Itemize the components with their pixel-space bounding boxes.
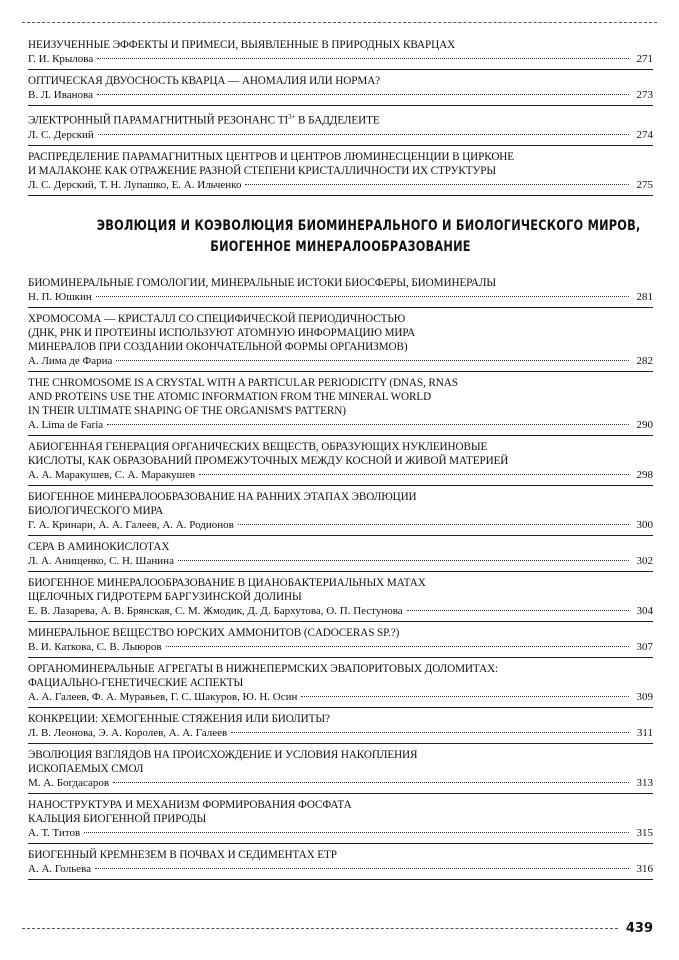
entry-page: 316 (636, 862, 653, 875)
author-line (28, 128, 653, 142)
entry-authors: Г. И. Крылова (28, 53, 94, 65)
toc-entry[interactable] (28, 308, 653, 372)
author-line (28, 690, 653, 704)
author-line (28, 518, 653, 532)
entry-title-tail: В БАДДЕЛЕИТЕ (295, 114, 380, 127)
entry-page: 273 (636, 89, 653, 101)
entry-title-superscript: 3+ (288, 113, 296, 121)
entry-page: 290 (636, 418, 653, 431)
dot-leader (199, 474, 629, 475)
dot-leader (97, 58, 629, 59)
entry-page: 304 (636, 604, 653, 617)
toc-entry[interactable] (28, 34, 653, 70)
page-number: 439 (625, 920, 653, 936)
author-line (28, 178, 653, 192)
entry-page: 281 (636, 290, 653, 303)
dot-leader (166, 646, 629, 647)
author-line (28, 290, 653, 304)
author-line (28, 776, 653, 790)
page-footer (22, 918, 653, 938)
entry-authors: Л. С. Дерский (28, 128, 94, 141)
entry-authors: М. А. Богдасаров (28, 776, 110, 789)
toc-entry[interactable] (28, 536, 653, 572)
toc-entry[interactable] (28, 794, 653, 844)
entry-title: НАНОСТРУКТУРА И МЕХАНИЗМ ФОРМИРОВАНИЯ ФОСФАТА КАЛЬЦИЯ БИОГЕННОЙ ПРИРОДЫ (28, 798, 352, 825)
entry-title: СЕРА В АМИНОКИСЛОТАХ (28, 540, 170, 553)
entry-page: 274 (636, 128, 653, 141)
entry-page: 313 (636, 776, 653, 789)
entry-page: 275 (636, 178, 653, 191)
dot-leader (178, 560, 629, 561)
entry-authors: А. Лима де Фариа (28, 354, 113, 367)
dot-leader (96, 296, 629, 297)
entry-title: РАСПРЕДЕЛЕНИЕ ПАРАМАГНИТНЫХ ЦЕНТРОВ И ЦЕНТРОВ ЛЮМИНЕСЦЕНЦИИ В ЦИРКОНЕ И МАЛАКОНЕ КАК ОТРАЖЕНИЕ РАЗНОЙ СТЕПЕНИ КРИСТАЛЛИЧНОСТИ ИХ СТРУКТУРЫ (28, 150, 515, 177)
entry-page: 282 (636, 354, 653, 367)
author-line (28, 52, 653, 66)
dot-leader (84, 832, 629, 833)
author-line (28, 862, 653, 876)
toc-entry[interactable] (28, 572, 653, 622)
dot-leader (238, 524, 629, 525)
toc-entry[interactable] (28, 146, 653, 196)
toc-entry[interactable] (28, 70, 653, 106)
entry-authors: В. Л. Иванова (28, 89, 93, 101)
toc-entry[interactable] (28, 436, 653, 486)
entry-title: МИНЕРАЛЬНОЕ ВЕЩЕСТВО ЮРСКИХ АММОНИТОВ (CADOCERAS SP.?) (28, 626, 400, 639)
author-line (28, 726, 653, 740)
entry-page: 315 (636, 826, 653, 839)
author-line (28, 640, 653, 654)
entry-authors: A. Lima de Faria (28, 418, 104, 431)
toc-entry[interactable] (28, 708, 653, 744)
section-heading-line: БИОГЕННОЕ МИНЕРАЛООБРАЗОВАНИЕ (210, 238, 471, 255)
entry-page: 300 (636, 518, 653, 531)
entry-title: НЕИЗУЧЕННЫЕ ЭФФЕКТЫ И ПРИМЕСИ, ВЫЯВЛЕННЫЕ В ПРИРОДНЫХ КВАРЦАХ (28, 39, 456, 51)
toc-entry[interactable] (28, 744, 653, 794)
entry-page: 307 (636, 640, 653, 653)
entry-authors: А. Т. Титов (28, 826, 81, 839)
toc-entry[interactable] (28, 622, 653, 658)
footer-rule (22, 928, 618, 929)
entry-title: ОРГАНОМИНЕРАЛЬНЫЕ АГРЕГАТЫ В НИЖНЕПЕРМСКИХ ЭВАПОРИТОВЫХ ДОЛОМИТАХ: ФАЦИАЛЬНО-ГЕНЕТИЧЕСКИЕ АСПЕКТЫ (28, 662, 499, 689)
dot-leader (98, 134, 629, 135)
entry-page: 302 (636, 554, 653, 567)
entry-title: БИОГЕННОЕ МИНЕРАЛООБРАЗОВАНИЕ В ЦИАНОБАКТЕРИАЛЬНЫХ МАТАХ ЩЕЛОЧНЫХ ГИДРОТЕРМ БАРГУЗИНСКОЙ ДОЛИНЫ (28, 576, 426, 603)
dot-leader (97, 94, 629, 95)
entry-authors: В. И. Каткова, С. В. Лыюров (28, 640, 162, 653)
entry-authors: Л. С. Дерский, Т. Н. Лупашко, Е. А. Ильченко (28, 178, 242, 191)
entry-authors: Г. А. Кринари, А. А. Галеев, А. А. Родионов (28, 518, 234, 531)
entry-title: БИОГЕННЫЙ КРЕМНЕЗЕМ В ПОЧВАХ И СЕДИМЕНТАХ ЕТР (28, 848, 337, 861)
dot-leader (231, 732, 629, 733)
author-line (28, 826, 653, 840)
dot-leader (107, 424, 629, 425)
dot-leader (95, 868, 629, 869)
section-heading-line: ЭВОЛЮЦИЯ И КОЭВОЛЮЦИЯ БИОМИНЕРАЛЬНОГО И БИОЛОГИЧЕСКОГО МИРОВ, (96, 217, 641, 234)
entry-title: ЭВОЛЮЦИЯ ВЗГЛЯДОВ НА ПРОИСХОЖДЕНИЕ И УСЛОВИЯ НАКОПЛЕНИЯ ИСКОПАЕМЫХ СМОЛ (28, 748, 418, 775)
dot-leader (407, 610, 629, 611)
entry-page: 298 (636, 468, 653, 481)
entry-title: КОНКРЕЦИИ: ХЕМОГЕННЫЕ СТЯЖЕНИЯ ИЛИ БИОЛИТЫ? (28, 712, 330, 725)
entry-authors: Е. В. Лазарева, А. В. Брянская, С. М. Жмодик, Д. Д. Бархутова, О. П. Пестунова (28, 604, 403, 617)
toc-entry[interactable] (28, 658, 653, 708)
entry-authors: А. А. Маракушев, С. А. Маракушев (28, 468, 196, 481)
author-line (28, 88, 653, 102)
entry-authors: Л. В. Леонова, Э. А. Королев, А. А. Галеев (28, 726, 228, 739)
entry-authors: А. А. Гольева (28, 862, 91, 875)
toc-entry[interactable] (28, 106, 653, 146)
entry-authors: Л. А. Анищенко, С. Н. Шанина (28, 554, 174, 567)
entry-title: ОПТИЧЕСКАЯ ДВУОСНОСТЬ КВАРЦА — АНОМАЛИЯ ИЛИ НОРМА? (28, 75, 381, 87)
dot-leader (301, 696, 629, 697)
entry-title: БИОГЕННОЕ МИНЕРАЛООБРАЗОВАНИЕ НА РАННИХ ЭТАПАХ ЭВОЛЮЦИИ БИОЛОГИЧЕСКОГО МИРА (28, 490, 417, 517)
section-heading (96, 216, 641, 258)
author-line (28, 554, 653, 568)
toc-entry[interactable] (28, 486, 653, 536)
entry-title: THE CHROMOSOME IS A CRYSTAL WITH A PARTICULAR PERIODICITY (DNAS, RNAS AND PROTEINS USE THE ATOMIC INFORMATION FROM THE MINERAL WORLD IN THEIR ULTIMATE SHAPING OF THE ORGANISM'S PATTERN) (28, 376, 458, 417)
author-line (28, 604, 653, 618)
toc-entry[interactable] (28, 272, 653, 308)
entry-title (28, 110, 653, 128)
dot-leader (245, 184, 629, 185)
entry-title-main: ЭЛЕКТРОННЫЙ ПАРАМАГНИТНЫЙ РЕЗОНАНС TI (28, 114, 289, 127)
author-line (28, 354, 653, 368)
entry-title: БИОМИНЕРАЛЬНЫЕ ГОМОЛОГИИ, МИНЕРАЛЬНЫЕ ИСТОКИ БИОСФЕРЫ, БИОМИНЕРАЛЫ (28, 276, 496, 289)
toc-entry[interactable] (28, 844, 653, 880)
author-line (28, 418, 653, 432)
top-rule (22, 22, 657, 23)
dot-leader (113, 782, 629, 783)
toc-entry[interactable] (28, 372, 653, 436)
toc-page (28, 34, 653, 880)
entry-title: ХРОМОСОМА — КРИСТАЛЛ СО СПЕЦИФИЧЕСКОЙ ПЕРИОДИЧНОСТЬЮ (ДНК, РНК И ПРОТЕИНЫ ИСПОЛЬЗУЮТ АТОМНУЮ ИНФОРМАЦИЮ МИРА МИНЕРАЛОВ ПРИ СОЗДАНИИ ОКОНЧАТЕЛЬНОЙ ФОРМЫ ОРГАНИЗМОВ) (28, 312, 416, 353)
entry-page: 311 (636, 726, 653, 739)
entry-authors: Н. П. Юшкин (28, 290, 92, 303)
dot-leader (116, 360, 629, 361)
entry-page: 309 (636, 690, 653, 703)
entry-authors: А. А. Галеев, Ф. А. Муравьев, Г. С. Шакуров, Ю. Н. Осин (28, 690, 298, 703)
entry-title: АБИОГЕННАЯ ГЕНЕРАЦИЯ ОРГАНИЧЕСКИХ ВЕЩЕСТВ, ОБРАЗУЮЩИХ НУКЛЕИНОВЫЕ КИСЛОТЫ, КАК ОБРАЗОВАНИЙ ПРОМЕЖУТОЧНЫХ МЕЖДУ КОСНОЙ И ЖИВОЙ МАТЕРИЕЙ (28, 440, 509, 467)
entry-page: 271 (636, 53, 653, 65)
author-line (28, 468, 653, 482)
